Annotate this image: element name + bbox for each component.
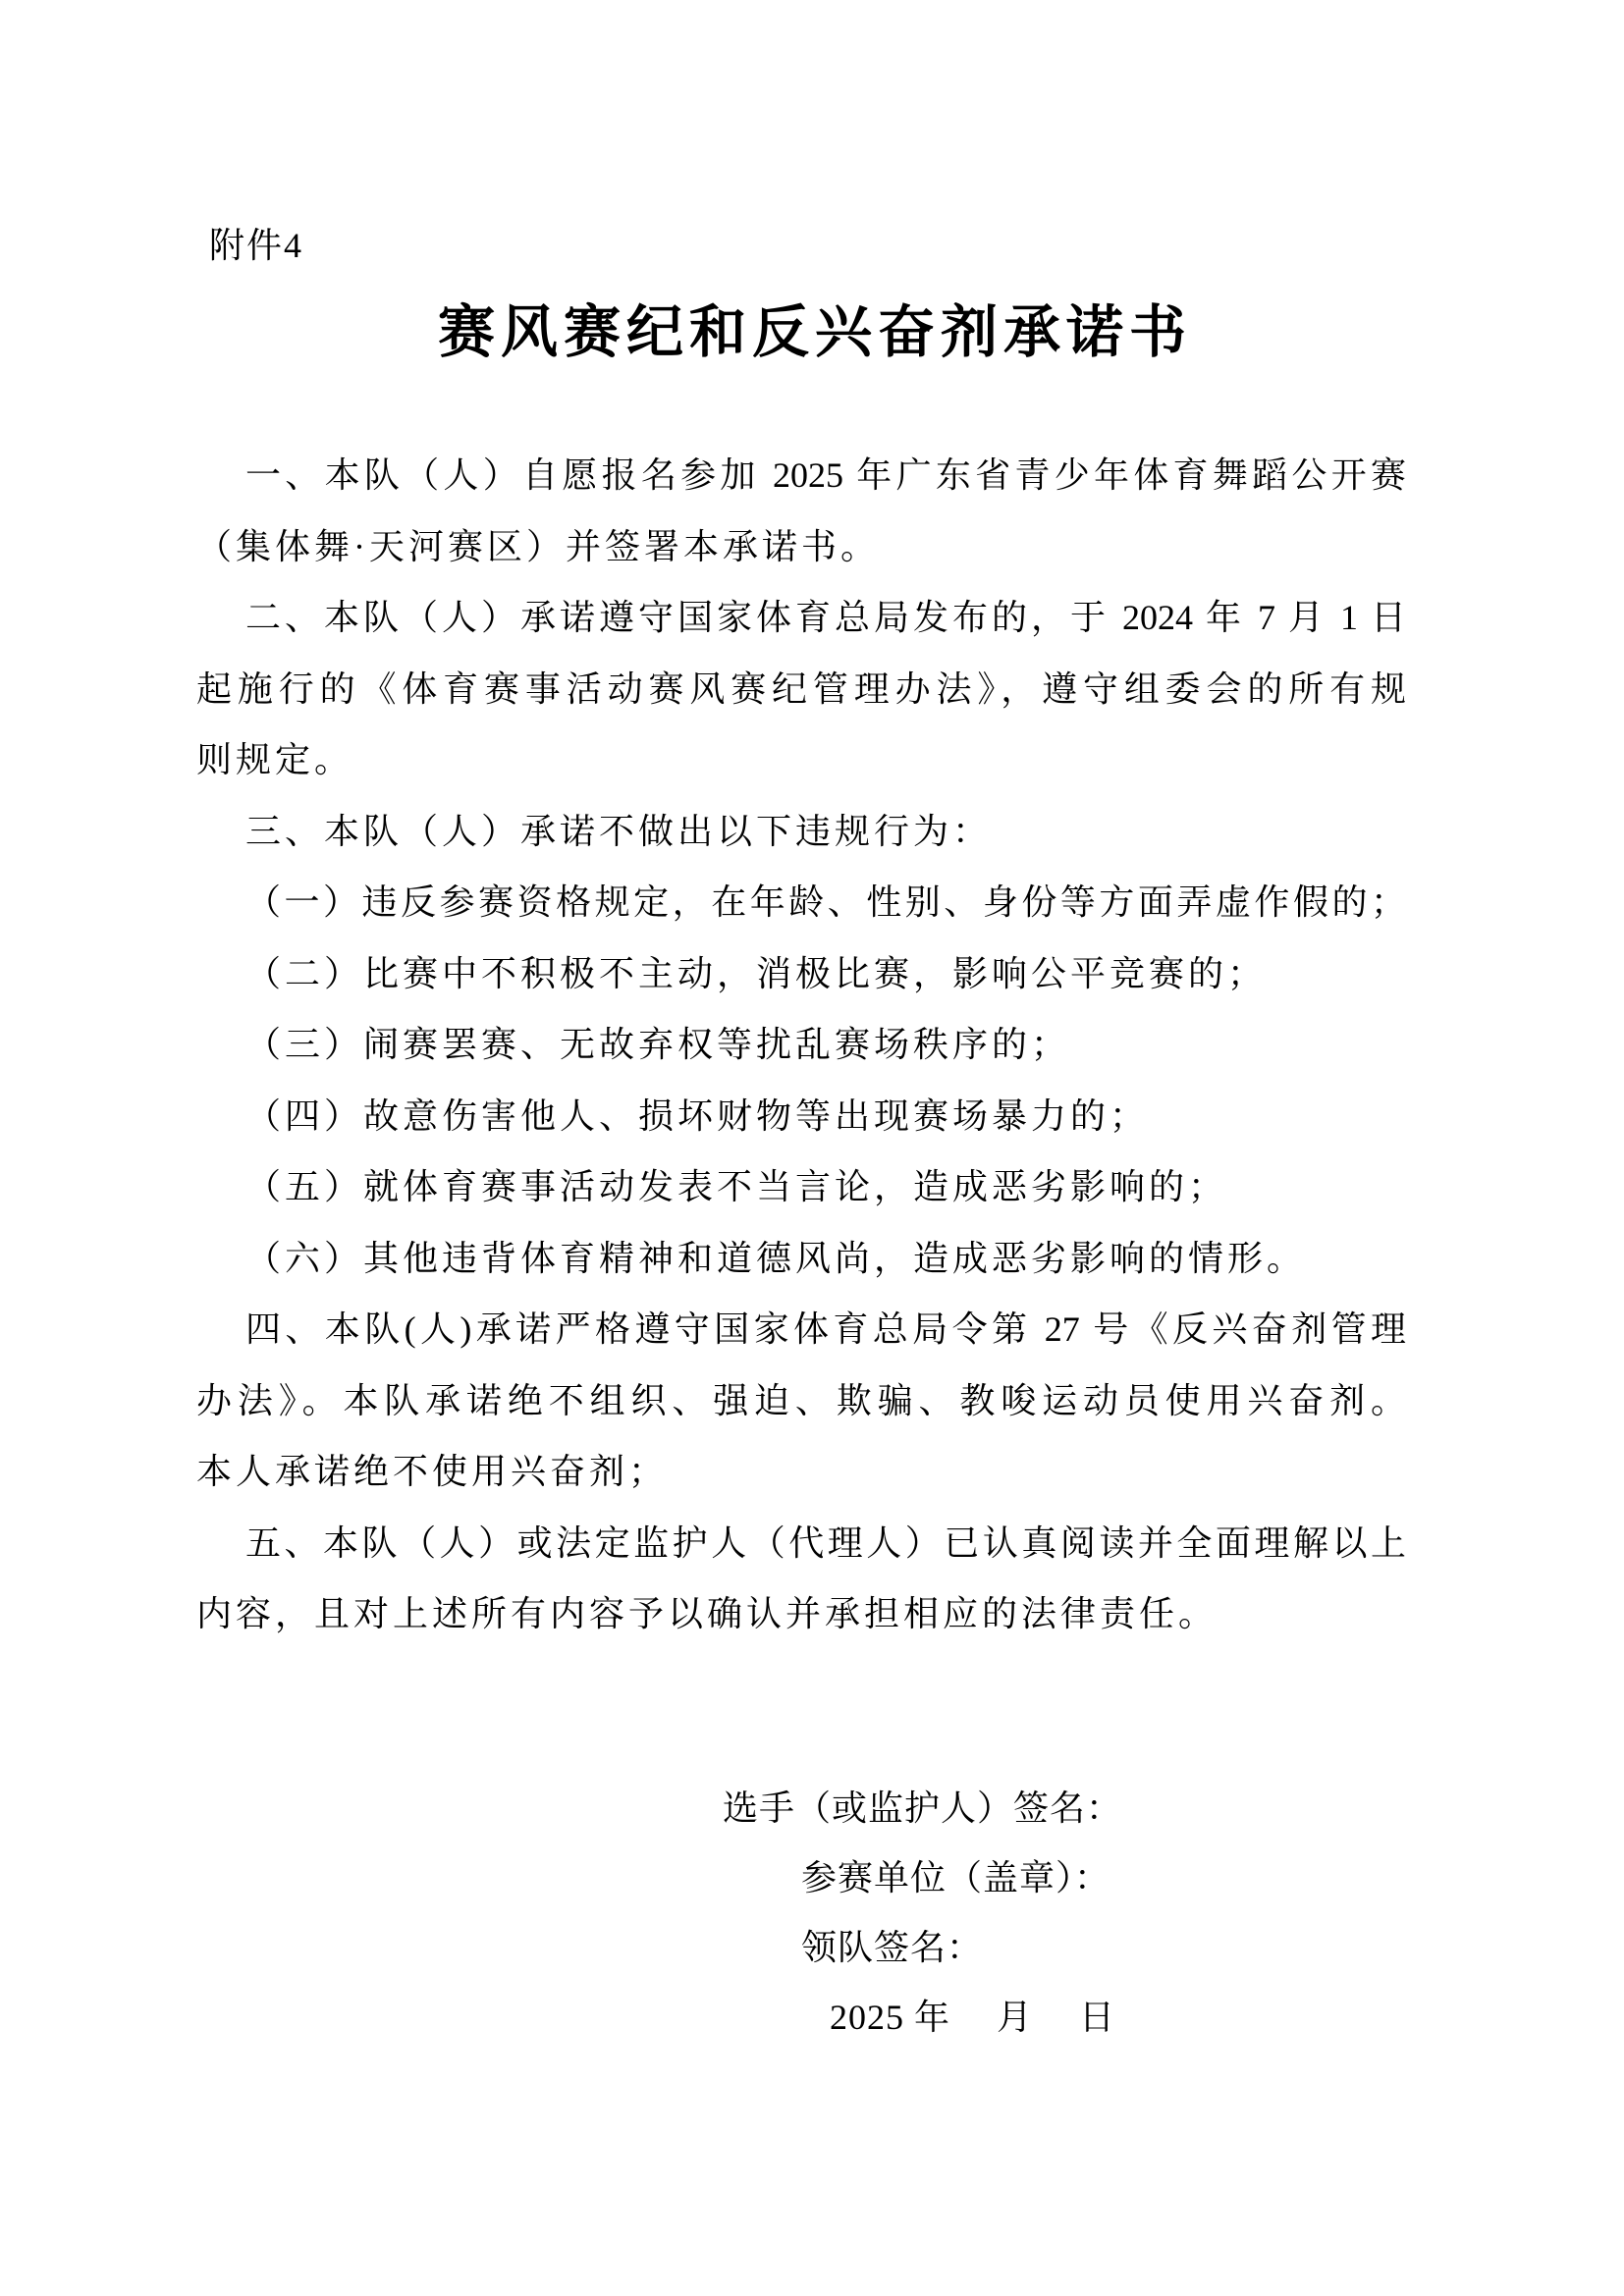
body-line: （五）就体育赛事活动发表不当言论，造成恶劣影响的； [245,1167,1228,1206]
body-line: （六）其他违背体育精神和道德风尚，造成恶劣影响的情形。 [245,1238,1307,1278]
signature-line: 选手（或监护人）签名： [723,1789,1123,1828]
body-line: 则规定。 [196,740,354,779]
document-title: 赛风赛纪和反兴奋剂承诺书 [437,300,1192,364]
body-line: 二、本队（人）承诺遵守国家体育总局发布的，于 2024 年 7 月 1 日 [245,598,1406,637]
body-line: 内容，且对上述所有内容予以确认并承担相应的法律责任。 [196,1594,1218,1633]
signature-line: 领队签名： [801,1928,984,1967]
body-line: 四、本队(人)承诺严格遵守国家体育总局令第 27 号《反兴奋剂管理 [245,1309,1406,1349]
body-line: 五、本队（人）或法定监护人（代理人）已认真阅读并全面理解以上 [245,1522,1406,1563]
body-line: 本人承诺绝不使用兴奋剂； [196,1452,669,1491]
body-lines [196,440,1406,1650]
body-line: （一）违反参赛资格规定，在年龄、性别、身份等方面弄虚作假的； [245,882,1406,922]
body-line: （二）比赛中不积极不主动，消极比赛，影响公平竞赛的； [245,953,1268,993]
body-line: 起施行的《体育赛事活动赛风赛纪管理办法》，遵守组委会的所有规 [196,668,1406,709]
signature-block [0,1774,1624,2053]
signature-line: 参赛单位（盖章）： [801,1858,1111,1897]
body-line: （集体舞·天河赛区）并签署本承诺书。 [196,526,880,566]
body-line: 一、本队（人）自愿报名参加 2025 年广东省青少年体育舞蹈公开赛 [245,455,1406,495]
attachment-label: 附件4 [209,226,304,265]
body-line: 三、本队（人）承诺不做出以下违规行为： [245,811,993,851]
body-line: （三）闹赛罢赛、无故弃权等扰乱赛场秩序的； [245,1025,1071,1064]
body-line: （四）故意伤害他人、损坏财物等出现赛场暴力的； [245,1095,1150,1136]
body-line: 办法》。本队承诺绝不组织、强迫、欺骗、教唆运动员使用兴奋剂。 [196,1380,1406,1420]
signature-line: 2025 年 月 日 [830,1998,1116,2037]
